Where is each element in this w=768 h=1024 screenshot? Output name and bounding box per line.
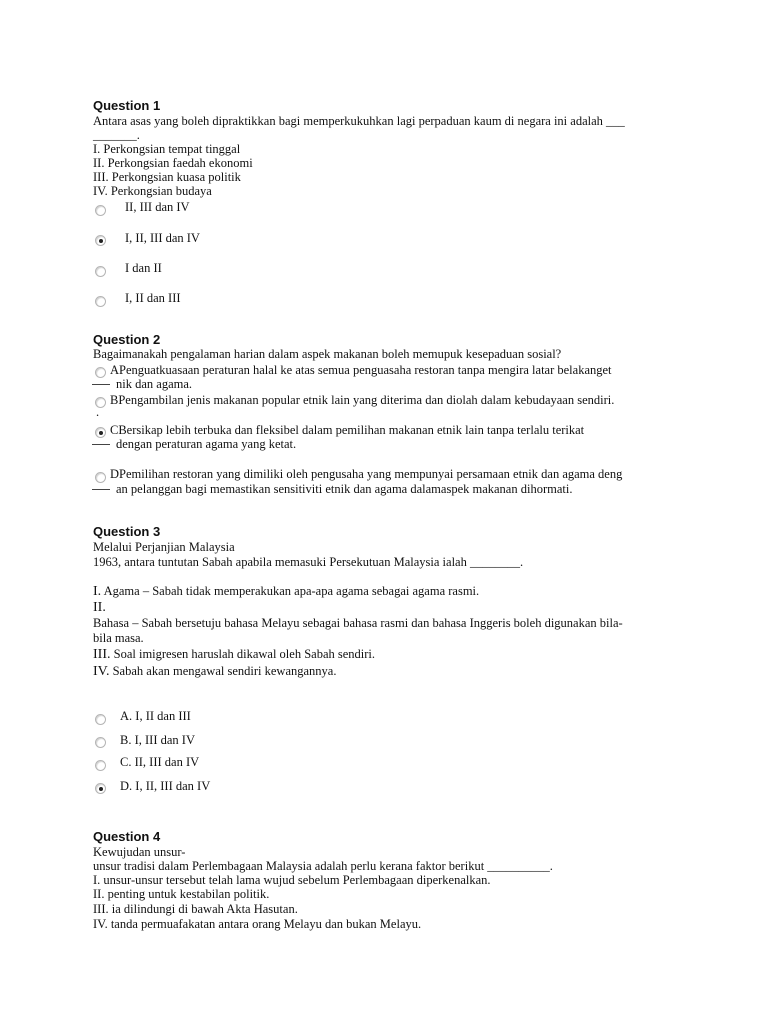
question-1-item-1: I. Perkongsian tempat tinggal (93, 142, 241, 156)
q2-option-c-label: CBersikap lebih terbuka dan fleksibel dalam pemilihan makanan etnik lain tanpa terlalu terikat (110, 423, 585, 437)
question-1-stem-cont: _______. (93, 128, 140, 142)
question-3-item-1: I. Agama – Sabah tidak memperakukan apa-apa agama sebagai agama rasmi. (93, 584, 480, 599)
q2-option-a-dash (92, 384, 110, 385)
q1-option-3-label: I dan II (125, 261, 162, 275)
q3-option-b-label: B. I, III dan IV (120, 733, 195, 747)
q2-option-c-radio[interactable] (95, 427, 106, 438)
question-3-stem: Melalui Perjanjian Malaysia (93, 540, 235, 554)
question-4-stem: Kewujudan unsur- (93, 845, 186, 859)
q2-option-d-radio[interactable] (95, 472, 106, 483)
q1-option-4-radio[interactable] (95, 296, 106, 307)
question-1-stem: Antara asas yang boleh dipraktikkan bagi memperkukuhkan lagi perpaduan kaum di negara ini adalah ___ (93, 114, 625, 128)
question-4-item-1: I. unsur-unsur tersebut telah lama wujud sebelum Perlembagaan diperkenalkan. (93, 873, 491, 887)
q1-option-2-radio[interactable] (95, 235, 106, 246)
question-3-item-2: Bahasa – Sabah bersetuju bahasa Melayu sebagai bahasa rasmi dan bahasa Inggeris boleh digunakan bila- (93, 616, 623, 630)
q2-option-c-label-cont: dengan peraturan agama yang ketat. (116, 437, 297, 451)
question-1-item-3: III. Perkongsian kuasa politik (93, 170, 241, 184)
q2-option-c-dash (92, 444, 110, 445)
q2-option-a-label-cont: nik dan agama. (116, 377, 193, 391)
q2-option-a-radio[interactable] (95, 367, 106, 378)
question-3-stem-cont: 1963, antara tuntutan Sabah apabila memasuki Persekutuan Malaysia ialah ________. (93, 555, 524, 569)
q1-option-1-radio[interactable] (95, 205, 106, 216)
q2-option-a-label: APenguatkuasaan peraturan halal ke atas semua penguasaha restoran tanpa mengira latar belakanget (110, 363, 612, 377)
q3-option-a-radio[interactable] (95, 714, 106, 725)
q3-option-a-label: A. I, II dan III (120, 709, 191, 723)
q2-option-d-dash (92, 489, 110, 490)
q3-option-d-radio[interactable] (95, 783, 106, 794)
question-4-item-2: II. penting untuk kestabilan politik. (93, 887, 270, 901)
question-1-item-2: II. Perkongsian faedah ekonomi (93, 156, 253, 170)
q2-option-b-label-cont: . (96, 405, 100, 419)
question-3-item-4: IV. Sabah akan mengawal sendiri kewangannya. (93, 664, 337, 679)
question-2-stem: Bagaimanakah pengalaman harian dalam aspek makanan boleh memupuk kesepaduan sosial? (93, 347, 562, 361)
question-3-title: Question 3 (93, 524, 161, 539)
q2-option-d-label-cont: an pelanggan bagi memastikan sensitiviti etnik dan agama dalamaspek makanan dihormati. (116, 482, 573, 496)
question-2-title: Question 2 (93, 332, 161, 347)
question-1-item-4: IV. Perkongsian budaya (93, 184, 212, 198)
q3-option-b-radio[interactable] (95, 737, 106, 748)
question-4-item-4: IV. tanda permuafakatan antara orang Melayu dan bukan Melayu. (93, 917, 422, 931)
q2-option-b-label: BPengambilan jenis makanan popular etnik lain yang diterima dan diolah dalam kebudayaan sendiri. (110, 393, 615, 407)
q1-option-4-label: I, II dan III (125, 291, 181, 305)
q3-option-c-label: C. II, III dan IV (120, 755, 200, 769)
q1-option-1-label: II, III dan IV (125, 200, 190, 214)
question-4-title: Question 4 (93, 829, 161, 844)
question-3-item-3: III. Soal imigresen haruslah dikawal oleh Sabah sendiri. (93, 647, 376, 662)
question-4-item-3: III. ia dilindungi di bawah Akta Hasutan. (93, 902, 298, 916)
question-4-stem-cont: unsur tradisi dalam Perlembagaan Malaysia adalah perlu kerana faktor berikut __________. (93, 859, 553, 873)
q3-option-c-radio[interactable] (95, 760, 106, 771)
question-3-item-2-num: II. (93, 600, 106, 615)
question-1-title: Question 1 (93, 98, 161, 113)
q1-option-3-radio[interactable] (95, 266, 106, 277)
question-3-item-2-cont: bila masa. (93, 631, 144, 645)
q2-option-d-label: DPemilihan restoran yang dimiliki oleh pengusaha yang mempunyai persamaan etnik dan agama deng (110, 467, 623, 481)
q3-option-d-label: D. I, II, III dan IV (120, 779, 211, 793)
q1-option-2-label: I, II, III dan IV (125, 231, 200, 245)
